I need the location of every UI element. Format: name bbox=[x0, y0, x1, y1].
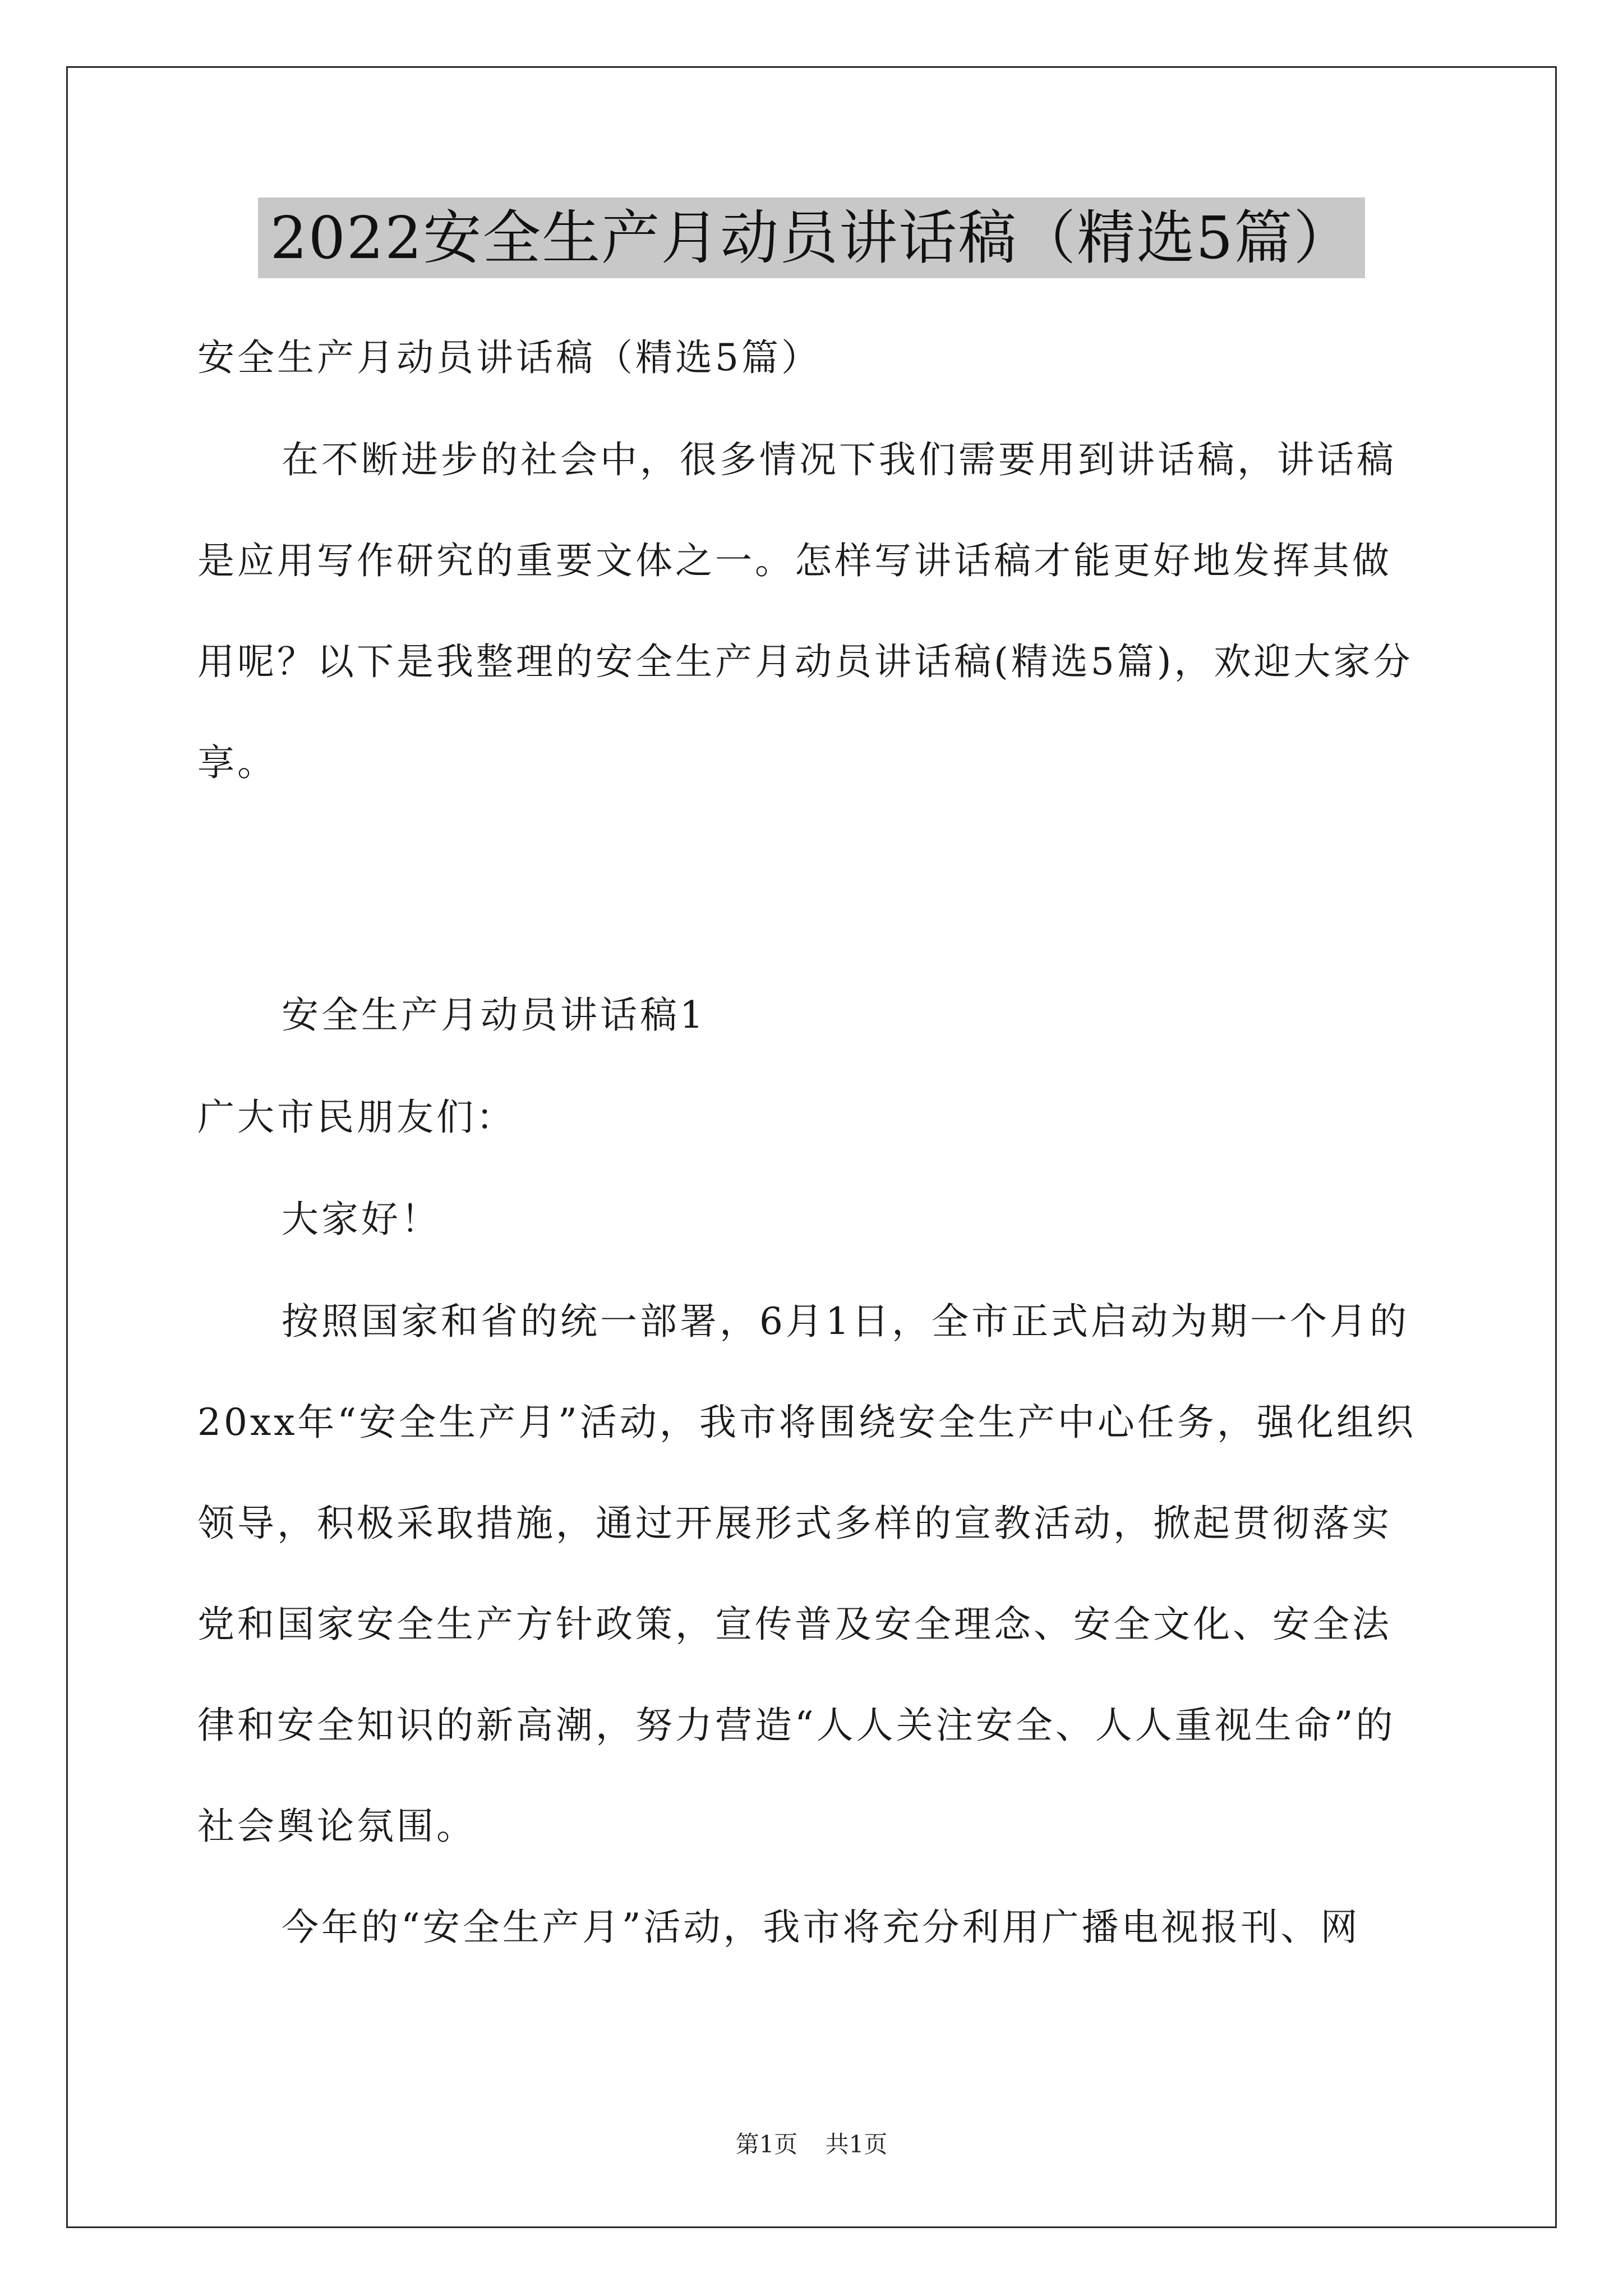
paragraph-1: 按照国家和省的统一部署，6月1日，全市正式启动为期一个月的20xx年“安全生产月”活动，我市将围绕安全生产中心任务，强化组织领导，积极采取措施，通过开展形式多样的宣教活动，掀起贯彻落实党和国家安全生产方针政策，宣传普及安全理念、安全文化、安全法律和安全知识的新高潮，努力营造“人人关注安全、人人重视生命”的社会舆论氛围。 bbox=[197, 1300, 1416, 1848]
document-title: 2022安全生产月动员讲话稿（精选5篇） bbox=[258, 197, 1366, 278]
intro-paragraph: 在不断进步的社会中，很多情况下我们需要用到讲话稿，讲话稿是应用写作研究的重要文体之一。怎样写讲话稿才能更好地发挥其做用呢？以下是我整理的安全生产月动员讲话稿(精选5篇)，欢迎大家分享。 bbox=[197, 438, 1413, 784]
page-footer bbox=[0, 2126, 1623, 2160]
greeting: 大家好！ bbox=[282, 1198, 441, 1241]
section-heading: 安全生产月动员讲话稿1 bbox=[282, 993, 706, 1037]
page-number-current: 第1页 bbox=[735, 2131, 798, 2158]
page-number-total: 共1页 bbox=[825, 2131, 888, 2158]
salutation: 广大市民朋友们： bbox=[197, 1096, 516, 1139]
title-container bbox=[0, 197, 1623, 278]
subtitle: 安全生产月动员讲话稿（精选5篇） bbox=[197, 336, 821, 379]
paragraph-2: 今年的“安全生产月”活动，我市将充分利用广播电视报刊、网 bbox=[282, 1906, 1361, 1949]
